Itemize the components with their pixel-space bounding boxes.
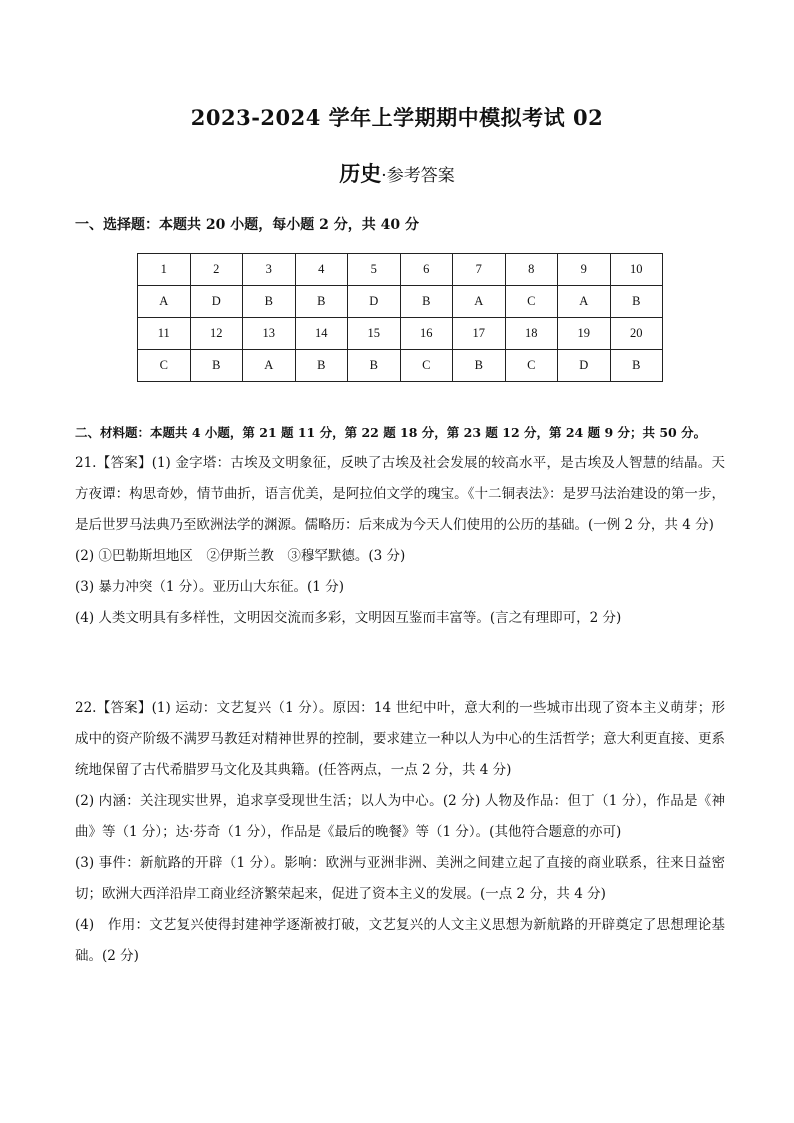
table-cell: 7 bbox=[453, 254, 506, 286]
table-cell: 1 bbox=[138, 254, 191, 286]
table-cell: A bbox=[453, 286, 506, 318]
table-cell: 8 bbox=[505, 254, 558, 286]
table-cell: 2 bbox=[190, 254, 243, 286]
table-cell: 19 bbox=[558, 318, 611, 350]
table-cell: 12 bbox=[190, 318, 243, 350]
table-cell: 17 bbox=[453, 318, 506, 350]
table-cell: 3 bbox=[243, 254, 296, 286]
table-cell: B bbox=[610, 286, 663, 318]
table-cell: 10 bbox=[610, 254, 663, 286]
table-cell: C bbox=[505, 350, 558, 382]
page-title: 2023-2024 学年上学期期中模拟考试 02 bbox=[190, 105, 604, 130]
section-choice-heading: 一、选择题：本题共 20 小题，每小题 2 分，共 40 分 bbox=[75, 217, 419, 233]
q22-part2: (2) 内涵：关注现实世界，追求享受现世生活；以人为中心。(2 分) 人物及作品：但丁（1 分），作品是《神曲》等（1 分）；达·芬奇（1 分），作品是《最后的晚餐》等（1 分）。(其他符合题意的亦可) bbox=[75, 793, 725, 840]
table-cell: A bbox=[243, 350, 296, 382]
table-cell: 15 bbox=[348, 318, 401, 350]
table-cell: 6 bbox=[400, 254, 453, 286]
table-cell: 5 bbox=[348, 254, 401, 286]
table-cell: B bbox=[295, 286, 348, 318]
section-material-heading: 二、材料题：本题共 4 小题，第 21 题 11 分，第 22 题 18 分，第 23 题 12 分，第 24 题 9 分；共 50 分。 bbox=[75, 425, 707, 440]
q22-part4: (4) 作用：文艺复兴使得封建神学逐渐被打破，文艺复兴的人文主义思想为新航路的开辟奠定了思想理论基础。(2 分) bbox=[75, 917, 725, 964]
table-cell: 13 bbox=[243, 318, 296, 350]
table-row bbox=[138, 350, 663, 382]
page-subtitle bbox=[0, 158, 794, 188]
q21-part3: (3) 暴力冲突（1 分）。亚历山大东征。(1 分) bbox=[75, 579, 344, 595]
table-cell: 18 bbox=[505, 318, 558, 350]
table-row bbox=[138, 254, 663, 286]
table-cell: B bbox=[295, 350, 348, 382]
table-cell: 20 bbox=[610, 318, 663, 350]
table-cell: B bbox=[190, 350, 243, 382]
subtitle-rest: 参考答案 bbox=[386, 166, 455, 186]
table-cell: 9 bbox=[558, 254, 611, 286]
question-21-answer bbox=[75, 448, 725, 634]
table-cell: 11 bbox=[138, 318, 191, 350]
table-cell: B bbox=[243, 286, 296, 318]
table-cell: C bbox=[400, 350, 453, 382]
subtitle-subject: 历史 bbox=[339, 161, 382, 186]
q22-part1: 22.【答案】(1) 运动：文艺复兴（1 分）。原因：14 世纪中叶，意大利的一些城市出现了资本主义萌芽；形成中的资产阶级不满罗马教廷对精神世界的控制，要求建立一种以人为中心的生活哲学；意大利更直接、更系统地保留了古代希腊罗马文化及其典籍。(任答两点，一点 2 分，共 4 分) bbox=[75, 700, 725, 778]
table-cell: 16 bbox=[400, 318, 453, 350]
question-22-answer bbox=[75, 693, 725, 972]
table-cell: 4 bbox=[295, 254, 348, 286]
table-cell: B bbox=[610, 350, 663, 382]
table-cell: D bbox=[348, 286, 401, 318]
table-row bbox=[138, 318, 663, 350]
table-cell: 14 bbox=[295, 318, 348, 350]
q21-part2: (2) ①巴勒斯坦地区 ②伊斯兰教 ③穆罕默德。(3 分) bbox=[75, 548, 406, 564]
q22-part3: (3) 事件：新航路的开辟（1 分）。影响：欧洲与亚洲非洲、美洲之间建立起了直接的商业联系，往来日益密切；欧洲大西洋沿岸工商业经济繁荣起来，促进了资本主义的发展。(一点 2 分，共 4 分) bbox=[75, 855, 725, 902]
table-cell: B bbox=[400, 286, 453, 318]
q21-part1: 21.【答案】(1) 金字塔：古埃及文明象征，反映了古埃及社会发展的较高水平，是古埃及人智慧的结晶。天方夜谭：构思奇妙，情节曲折，语言优美，是阿拉伯文学的瑰宝。《十二铜表法》：是罗马法治建设的第一步，是后世罗马法典乃至欧洲法学的渊源。儒略历：后来成为今天人们使用的公历的基础。(一例 2 分，共 4 分) bbox=[75, 455, 725, 533]
table-cell: C bbox=[138, 350, 191, 382]
answer-table bbox=[137, 253, 663, 382]
table-cell: D bbox=[558, 350, 611, 382]
table-cell: B bbox=[348, 350, 401, 382]
q21-part4: (4) 人类文明具有多样性，文明因交流而多彩，文明因互鉴而丰富等。(言之有理即可，2 分) bbox=[75, 610, 622, 626]
table-cell: A bbox=[138, 286, 191, 318]
table-cell: A bbox=[558, 286, 611, 318]
table-cell: C bbox=[505, 286, 558, 318]
table-cell: B bbox=[453, 350, 506, 382]
table-cell: D bbox=[190, 286, 243, 318]
table-row bbox=[138, 286, 663, 318]
subtitle-dot: · bbox=[381, 166, 387, 186]
